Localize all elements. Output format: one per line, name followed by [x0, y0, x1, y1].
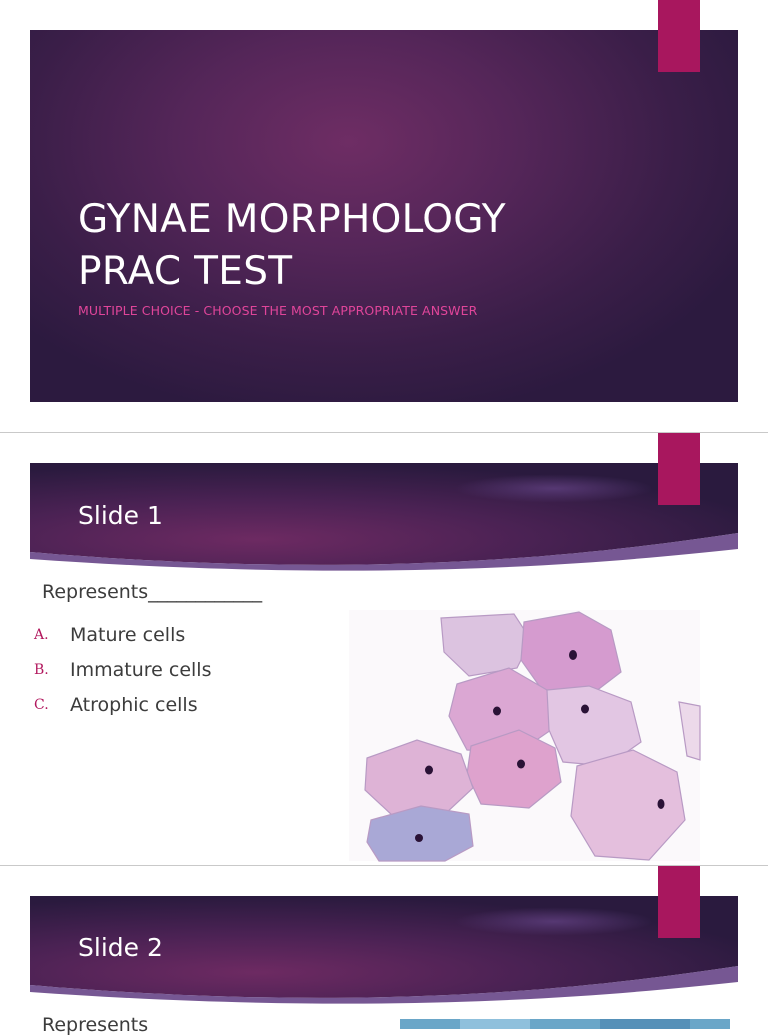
- option-c: [34, 687, 211, 722]
- accent-tab-icon: [658, 433, 700, 505]
- answer-options: [34, 617, 211, 722]
- question-stem: Represents: [42, 1014, 149, 1036]
- slide-image-edge: [400, 1019, 730, 1029]
- accent-tab-icon: [658, 866, 700, 938]
- title-line-2: PRAC TEST: [78, 249, 293, 294]
- squamous-cells-micrograph-icon: [349, 610, 700, 861]
- slide-2: [0, 866, 768, 1036]
- accent-tab-icon: [658, 0, 700, 72]
- slide-heading: Slide 1: [78, 501, 163, 530]
- option-letter: B.: [34, 661, 49, 678]
- option-a: [34, 617, 211, 652]
- title-slide: [0, 0, 768, 432]
- option-text: Mature cells: [70, 623, 186, 646]
- option-letter: A.: [34, 626, 49, 643]
- presentation-subtitle: MULTIPLE CHOICE - CHOOSE THE MOST APPROPRIATE ANSWER: [78, 303, 478, 318]
- question-stem: Represents____________: [42, 581, 263, 603]
- presentation-title: [78, 194, 718, 298]
- option-b: [34, 652, 211, 687]
- option-text: Immature cells: [70, 658, 212, 681]
- title-line-1: GYNAE MORPHOLOGY: [78, 197, 506, 242]
- option-text: Atrophic cells: [70, 693, 198, 716]
- option-letter: C.: [34, 696, 49, 713]
- slide-heading: Slide 2: [78, 933, 163, 962]
- slide-1: [0, 433, 768, 865]
